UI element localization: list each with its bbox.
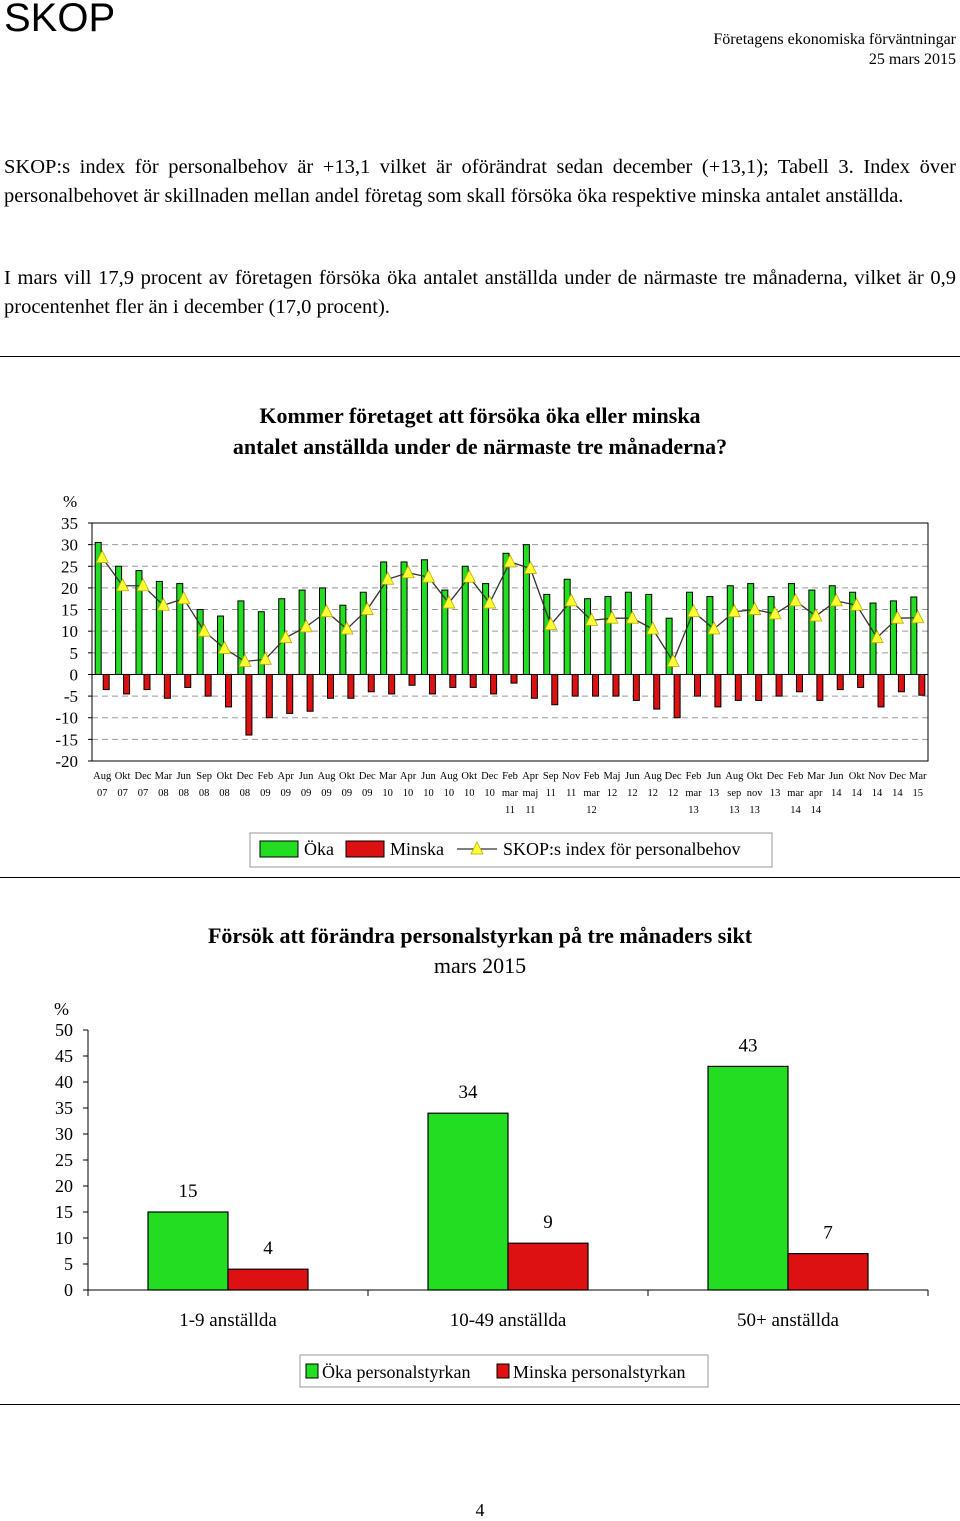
chart2-category-label: 10-49 anställda [449, 1310, 567, 1331]
chart1-xtick-label: 09 [300, 788, 312, 799]
chart2-ytick-label: 25 [55, 1150, 73, 1170]
brand-logo-text: SKOP [4, 0, 116, 40]
chart2-ytick-label: 10 [55, 1228, 73, 1248]
chart1-ytick-label: 20 [61, 578, 78, 598]
chart1-xtick-label: Apr [277, 771, 294, 782]
chart1-bar-minska [756, 674, 762, 700]
chart2-ytick-label: 50 [55, 1020, 73, 1040]
chart1-bar-minska [735, 674, 741, 700]
chart1-xtick-label: 14 [810, 805, 822, 816]
chart1-bar-minska [817, 674, 823, 700]
chart2-data-label-minska: 7 [823, 1222, 833, 1244]
chart1-xtick-label: 12 [647, 788, 658, 799]
chart1-xtick-label: Aug [93, 771, 112, 782]
chart1-xtick-label: 09 [280, 788, 291, 799]
chart1-xtick-label: Sep [196, 771, 213, 782]
chart1-xtick-label: Feb [787, 771, 804, 782]
chart1-bar-oka [646, 594, 652, 674]
chart1-bar-oka [360, 592, 366, 674]
chart1-bar-oka [197, 610, 203, 675]
report-header [713, 30, 956, 70]
chart1-bar-minska [327, 674, 333, 698]
chart1-bar-minska [898, 674, 904, 691]
chart1-xtick-label: Okt [461, 771, 478, 782]
chart1-legend-label-oka: Öka [304, 839, 334, 859]
chart1-bar-minska [531, 674, 537, 698]
chart1-ytick-label: -15 [55, 730, 78, 750]
chart1-xtick-label: sep [727, 788, 742, 799]
chart1-xtick-label: Nov [867, 771, 887, 782]
chart1-xtick-label: 10 [382, 788, 393, 799]
chart1-bar-minska [572, 674, 578, 696]
chart1-bar-minska [919, 674, 925, 695]
chart1-bar-minska [674, 674, 680, 717]
chart1-xtick-label: 08 [158, 788, 169, 799]
chart1-bar-minska [878, 674, 884, 706]
chart1-xtick-label: 09 [321, 788, 332, 799]
chart1-bar-minska [287, 674, 293, 713]
chart2-category-label: 1-9 anställda [179, 1310, 277, 1331]
chart1-bar-oka [707, 597, 713, 675]
chart1-xtick-label: Apr [399, 771, 417, 782]
chart1-xtick-label: Feb [502, 771, 518, 782]
chart1-bar-oka [564, 579, 570, 674]
chart1-xtick-label: 09 [341, 788, 353, 799]
chart2-ytick-label: 0 [64, 1280, 73, 1300]
chart1-xtick-label: 08 [239, 788, 251, 799]
chart1-bar-oka [687, 592, 693, 674]
chart1-xtick-label: Nov [562, 771, 581, 782]
chart1-bar-minska [695, 674, 701, 696]
chart1-xtick-label: 10 [423, 788, 434, 799]
chart2-ytick-label: 5 [64, 1254, 73, 1274]
chart1-bar-oka [768, 597, 774, 675]
chart1-title [0, 400, 960, 462]
report-title: Företagens ekonomiska förväntningar [713, 31, 956, 48]
chart1-xtick-label: 13 [688, 805, 699, 816]
chart2-ylabel: % [54, 999, 69, 1019]
chart2-bar-oka [708, 1066, 788, 1290]
chart1-xtick-label: 10 [402, 788, 414, 799]
chart1-xtick-label: 07 [137, 788, 149, 799]
chart1-xtick-label: Dec [358, 771, 376, 782]
chart2-legend-label-oka: Öka personalstyrkan [322, 1362, 471, 1382]
divider-bottom [0, 1404, 960, 1405]
chart1-ytick-label: -10 [55, 708, 78, 728]
chart1-bar-minska [858, 674, 864, 687]
chart2-bar-minska [228, 1269, 308, 1290]
chart1-ytick-label: -20 [55, 752, 78, 771]
chart1-bar-minska [654, 674, 660, 709]
chart1-xtick-label: Aug [439, 771, 458, 782]
chart1-bar-oka [401, 562, 407, 675]
chart1-xtick-label: 14 [830, 788, 842, 799]
chart2-ytick-label: 40 [55, 1072, 73, 1092]
chart1-xtick-label: Okt [746, 771, 763, 782]
chart1-xtick-label: Dec [481, 771, 499, 782]
chart1-xtick-label: 08 [178, 788, 190, 799]
chart1-xtick-label: Mar [807, 771, 825, 782]
chart2-svg [0, 990, 960, 1400]
chart2-data-label-minska: 9 [543, 1212, 553, 1234]
chart1-legend-swatch-minska [346, 841, 384, 857]
chart1-bar-minska [429, 674, 435, 693]
chart1-xtick-label: Dec [236, 771, 254, 782]
chart1-xtick-label: mar [787, 788, 804, 799]
chart1-xtick-label: 13 [769, 788, 781, 799]
chart2-subtitle: mars 2015 [433, 953, 527, 978]
divider-middle [0, 877, 960, 878]
chart1-xtick-label: 14 [790, 805, 801, 816]
chart1-bar-oka [523, 545, 529, 675]
chart1-ytick-label: 5 [69, 643, 78, 663]
chart1-xtick-label: Dec [664, 771, 682, 782]
chart2-bar-minska [508, 1243, 588, 1290]
report-date: 25 mars 2015 [868, 51, 956, 68]
chart1-xtick-label: 11 [545, 788, 556, 799]
chart1-xtick-label: Jun [828, 771, 844, 782]
chart1-xtick-label: 10 [443, 788, 455, 799]
chart1-bar-oka [156, 581, 162, 674]
chart2-ytick-label: 45 [55, 1046, 73, 1066]
chart1-xtick-label: Maj [603, 771, 621, 782]
chart1-xtick-label: mar [501, 788, 519, 799]
chart1-xtick-label: Jun [298, 771, 314, 782]
chart1-bar-minska [103, 674, 109, 689]
chart2-bar-oka [148, 1212, 228, 1290]
chart1-bar-minska [124, 674, 130, 693]
chart1-xtick-label: Mar [378, 771, 397, 782]
chart1-bar-minska [368, 674, 374, 691]
chart1-xtick-label: Dec [888, 771, 906, 782]
chart1-bar-oka [748, 584, 754, 675]
chart1-xtick-label: Aug [643, 771, 662, 782]
chart1-xtick-label: 13 [749, 805, 760, 816]
chart1-title-line1: Kommer företaget att försöka öka eller minska [259, 403, 701, 428]
chart1-bar-minska [307, 674, 313, 711]
chart1-bar-minska [205, 674, 211, 696]
chart1-xtick-label: Feb [583, 771, 600, 782]
chart1-xtick-label: Feb [257, 771, 274, 782]
chart1-xtick-label: Okt [216, 771, 233, 782]
chart1-bar-oka [809, 590, 815, 674]
chart2-ytick-label: 15 [55, 1202, 73, 1222]
chart1-bar-minska [470, 674, 476, 687]
chart2-ytick-label: 35 [55, 1098, 73, 1118]
chart1-bar-minska [164, 674, 170, 698]
chart1-bar-minska [226, 674, 232, 706]
chart1-legend-label-index: SKOP:s index för personalbehov [503, 839, 741, 859]
chart1-xtick-label: apr [809, 788, 823, 799]
chart1-legend-swatch-oka [260, 841, 298, 857]
chart1-ytick-label: 15 [61, 600, 78, 620]
paragraph-index: SKOP:s index för personalbehov är +13,1 vilket är oförändrat sedan december (+13,1); Tabell 3. Index över personalbehovet är skillnaden mellan andel företag som skall försöka öka respektive minska antalet anställda. [4, 156, 956, 207]
chart1-svg [0, 480, 960, 870]
chart1-xtick-label: nov [746, 788, 763, 799]
chart1-bar-minska [593, 674, 599, 696]
chart1-xtick-label: Dec [766, 771, 784, 782]
chart1-xtick-label: Okt [848, 771, 865, 782]
chart2-legend [300, 1355, 708, 1387]
chart1-xtick-label: 08 [198, 788, 210, 799]
chart1-xtick-label: Jun [706, 771, 722, 782]
chart1-xtick-label: Jun [625, 771, 640, 782]
chart1-bar-minska [776, 674, 782, 696]
chart1-xtick-label: 11 [504, 805, 516, 816]
chart2-data-label-oka: 34 [458, 1082, 478, 1104]
chart2-data-label-oka: 15 [178, 1181, 198, 1202]
chart1-ytick-label: 25 [61, 557, 78, 577]
chart1-xtick-label: 12 [586, 805, 597, 816]
chart1-xtick-label: 10 [463, 788, 475, 799]
chart2-legend-swatch-minska [497, 1364, 509, 1378]
chart2-legend-swatch-oka [306, 1364, 318, 1378]
chart1-bar-oka [727, 586, 733, 675]
chart1-xtick-label: Apr [522, 771, 539, 782]
chart2-data-label-oka: 43 [738, 1035, 758, 1057]
chart1-legend-label-minska: Minska [390, 839, 444, 859]
chart1-ytick-label: 10 [61, 622, 78, 642]
chart1-xtick-label: Mar [909, 771, 927, 782]
chart1-xtick-label: Dec [134, 771, 152, 782]
page-number: 4 [475, 1500, 485, 1520]
chart1-xtick-label: 13 [729, 805, 740, 816]
chart1-xtick-label: Okt [114, 771, 131, 782]
divider-top [0, 356, 960, 357]
chart1-bar-minska [348, 674, 354, 698]
chart1-xtick-label: 12 [627, 788, 638, 799]
chart1-bar-minska [185, 674, 191, 687]
chart1-bar-oka [890, 601, 896, 675]
chart2-legend-label-minska: Minska personalstyrkan [513, 1362, 686, 1382]
chart1-xtick-label: Jun [421, 771, 436, 782]
chart1-ytick-label: 30 [61, 535, 78, 555]
paragraph-increase: I mars vill 17,9 procent av företagen försöka öka antalet anställda under de närmaste tre månaderna, vilket är 0,9 procentenhet fler än i december (17,0 procent). [4, 267, 956, 318]
chart2-title: Försök att förändra personalstyrkan på tre månaders sikt [207, 923, 753, 948]
chart1-bar-minska [715, 674, 721, 706]
chart1-xtick-label: 08 [219, 788, 230, 799]
chart1-bar-oka [585, 599, 591, 675]
chart1-ytick-label: 0 [69, 665, 78, 685]
chart1-xtick-label: Jun [176, 771, 192, 782]
chart1-bar-minska [144, 674, 150, 689]
chart1-xtick-label: 07 [96, 788, 108, 799]
chart1-bar-minska [613, 674, 619, 696]
chart1-xtick-label: 14 [871, 788, 883, 799]
chart1-xtick-label: Mar [154, 771, 173, 782]
chart1-bar-oka [625, 592, 631, 674]
chart1-legend [250, 833, 772, 867]
chart2-ytick-label: 30 [55, 1124, 73, 1144]
chart1-bar-oka [911, 597, 917, 674]
chart1-bar-minska [491, 674, 497, 693]
chart1-bar-minska [450, 674, 456, 687]
chart1-xtick-label: 11 [525, 805, 536, 816]
chart1-bar-oka [319, 588, 325, 675]
chart1-bar-minska [552, 674, 558, 704]
chart1-xtick-label: 15 [912, 788, 924, 799]
chart1-ylabel: % [63, 492, 78, 511]
chart1-bar-oka [258, 612, 264, 675]
chart1-bar-minska [246, 674, 252, 735]
chart1-xtick-label: maj [522, 788, 539, 799]
chart1-xtick-label: 11 [566, 788, 577, 799]
chart1-bar-minska [837, 674, 843, 689]
chart1-xtick-label: Okt [339, 771, 355, 782]
chart1-xtick-label: 09 [362, 788, 373, 799]
chart1-xtick-label: 07 [117, 788, 128, 799]
chart1-ytick-label: -5 [63, 687, 78, 707]
chart1-xtick-label: 13 [708, 788, 720, 799]
chart1-bar-minska [511, 674, 517, 683]
chart1-bar-oka [340, 605, 346, 674]
chart1-bar-minska [266, 674, 272, 717]
chart1-xtick-label: mar [583, 788, 600, 799]
chart2-data-label-minska: 4 [263, 1238, 273, 1260]
chart2-category-label: 50+ anställda [737, 1310, 839, 1331]
chart1-xtick-label: 14 [851, 788, 862, 799]
chart1-xtick-label: 12 [667, 788, 679, 799]
chart1-bar-minska [409, 674, 415, 685]
chart1-bar-oka [605, 597, 611, 675]
chart1-xtick-label: mar [685, 788, 702, 799]
chart1-xtick-label: 12 [606, 788, 618, 799]
chart1-xtick-label: 10 [484, 788, 495, 799]
chart1-title-line2: antalet anställda under de närmaste tre månaderna? [232, 434, 728, 459]
chart1-xtick-label: Aug [725, 771, 744, 782]
chart2-bar-minska [788, 1254, 868, 1290]
chart1-bar-minska [633, 674, 639, 700]
chart1-bar-oka [299, 590, 305, 674]
chart2-ytick-label: 20 [55, 1176, 73, 1196]
chart1-xtick-label: Feb [685, 771, 702, 782]
chart1-ytick-label: 35 [61, 514, 78, 533]
chart1-bar-minska [796, 674, 802, 691]
chart1-xtick-label: 09 [260, 788, 271, 799]
chart1-xtick-label: Sep [542, 771, 559, 782]
chart1-xtick-label: Aug [317, 771, 336, 782]
chart2-bar-oka [428, 1113, 508, 1290]
chart1-bar-minska [389, 674, 395, 693]
chart1-xtick-label: 14 [892, 788, 903, 799]
